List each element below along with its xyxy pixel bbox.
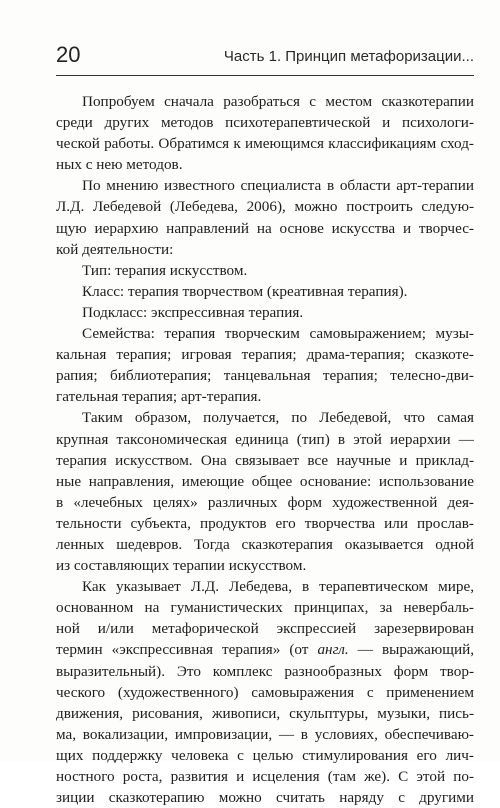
text-line: тельности субъекта, продуктов его творчества или прослав- <box>56 514 474 532</box>
text-line: среди других методов психотерапевтической и психологи- <box>56 114 474 132</box>
paragraph <box>56 407 474 576</box>
page-header <box>56 38 474 74</box>
text-line: терапия искусством. Она связывает все научные и приклад- <box>56 451 474 469</box>
text-line: основанном на гуманистических принципах, за невербаль- <box>56 599 474 617</box>
text-line: ных с нею методов. <box>56 156 183 174</box>
text-line: движения, рисования, живописи, скульптуры, музыки, пись- <box>56 704 474 722</box>
paragraph <box>56 175 474 259</box>
text-line: выразительный). Это комплекс разнообразных форм твор- <box>56 662 474 680</box>
paragraph <box>56 302 474 323</box>
text-line: термин «экспрессивная терапия» (от англ. — выражающий, <box>56 641 474 659</box>
text-line: крупная таксономическая единица (тип) в этой иерархии — <box>56 430 474 448</box>
text-line: Класс: терапия творчеством (креативная терапия). <box>82 282 408 300</box>
paragraph <box>56 281 474 302</box>
text-line: Таким образом, получается, по Лебедевой, что самая <box>82 409 474 427</box>
paragraph <box>56 576 474 808</box>
text-line: кальная терапия; игровая терапия; драма-терапия; сказкоте- <box>56 346 474 364</box>
body-text <box>56 91 474 808</box>
text-line: Л.Д. Лебедевой (Лебедева, 2006), можно построить следую- <box>56 198 474 216</box>
paragraph <box>56 323 474 407</box>
text-line: кой деятельности: <box>56 240 174 258</box>
text-line: в «лечебных целях» различных форм художественной дея- <box>56 493 474 511</box>
text-line: ной и/или метафорической экспрессией зарезервирован <box>56 620 474 638</box>
header-rule <box>56 75 474 76</box>
text-line: зиции сказкотерапию можно считать наряду с другими <box>56 789 474 807</box>
text-line: гательная терапия; арт-терапия. <box>56 388 262 406</box>
text-line: щих поддержку человека с целью стимулирования его лич- <box>56 746 474 764</box>
text-line: ческой работы. Обратимся к имеющимся классификациям сход- <box>56 135 474 153</box>
paragraph <box>56 260 474 281</box>
text-line: ностного роста, развития и исцеления (там же). С этой по- <box>56 768 474 785</box>
text-line: Тип: терапия искусством. <box>82 261 248 279</box>
text-line: Как указывает Л.Д. Лебедева, в терапевтическом мире, <box>82 578 474 596</box>
text-line: ческого (художественного) самовыражения с применением <box>56 683 474 701</box>
text-line: Семейства: терапия творческим самовыражением; музы- <box>82 325 474 343</box>
paragraph <box>56 91 474 175</box>
running-head: Часть 1. Принцип метафоризации... <box>223 48 474 65</box>
text-line: щую иерархию направлений на основе искусства и творчес- <box>56 219 474 237</box>
text-line: ные направления, имеющие общее основание: использование <box>56 472 474 490</box>
text-line: ленных шедевров. Тогда сказкотерапия оказывается одной <box>56 535 474 553</box>
text-line: Попробуем сначала разобраться с местом сказкотерапии <box>82 93 474 110</box>
text-line: рапия; библиотерапия; танцевальная терапия; телесно-дви- <box>56 367 474 385</box>
text-line: Подкласс: экспрессивная терапия. <box>82 303 304 321</box>
text-line: ма, вокализации, импровизации, — в условиях, обеспечиваю- <box>56 725 474 743</box>
text-line: По мнению известного специалиста в области арт-терапии <box>82 177 474 195</box>
page-number: 20 <box>56 42 81 67</box>
text-line: из составляющих терапии искусством. <box>56 557 307 575</box>
